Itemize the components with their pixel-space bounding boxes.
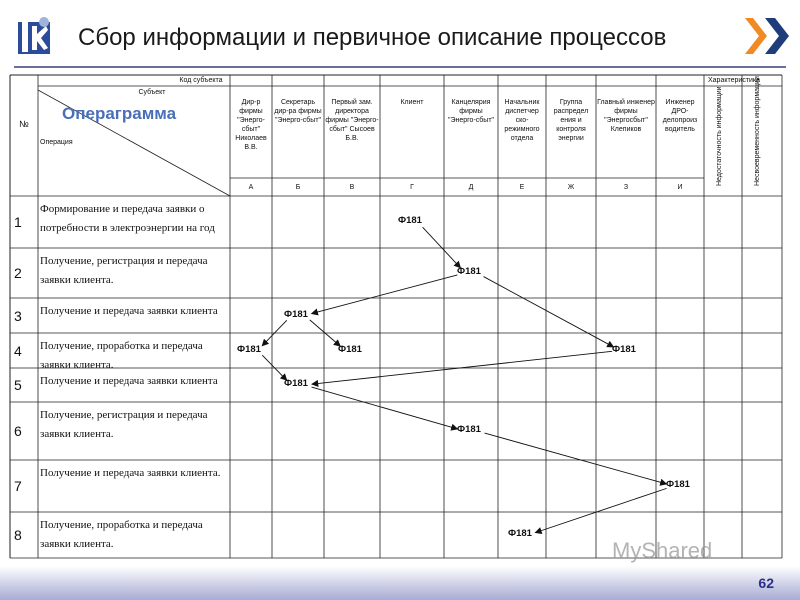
doc-mark-f181: Ф181 xyxy=(398,215,422,226)
column-header-Д: Канцелярия фирмы "Энерго-сбыт" xyxy=(447,99,495,124)
operation-text: Формирование и передача заявки о потребности в электроэнергии на год xyxy=(40,203,215,234)
row-number: 5 xyxy=(14,377,22,393)
column-header-В: Первый зам. директора фирмы "Энерго-сбыт" Сысоев Б.В. xyxy=(325,99,379,142)
column-letter-Г: Г xyxy=(410,184,414,191)
row-number: 6 xyxy=(14,423,22,439)
operation-label: Операция xyxy=(40,139,73,146)
column-header-З: Главный инженер фирмы "Энергосбыт" Клепиков xyxy=(597,99,655,133)
doc-mark-f181: Ф181 xyxy=(508,528,532,539)
flow-arrow xyxy=(312,275,458,314)
operation-text: Получение, проработка и передача заявки клиента. xyxy=(40,340,203,371)
column-header-Ж: Группа распредел ения и контроля энергии xyxy=(553,99,589,142)
column-letter-З: З xyxy=(623,184,629,191)
row-number: 2 xyxy=(14,265,22,281)
doc-mark-f181: Ф181 xyxy=(237,343,261,355)
doc-mark-f181: Ф181 xyxy=(457,424,481,435)
flow-arrow xyxy=(535,488,666,532)
doc-mark-f181: Ф181 xyxy=(612,343,636,355)
flow-arrow xyxy=(312,387,458,429)
operation-text: Получение, регистрация и передача заявки клиента. xyxy=(40,409,208,440)
column-header-Б: Секретарь дир-ра фирмы "Энерго-сбыт" xyxy=(274,99,322,124)
row-number: 3 xyxy=(14,307,22,324)
num-header: № xyxy=(19,119,29,129)
char-column-header: Недостаточность информации xyxy=(716,86,723,186)
column-header-Г: Клиент xyxy=(400,99,424,106)
column-letter-Е: Е xyxy=(519,184,525,191)
watermark: MyShared xyxy=(612,538,713,563)
column-letter-И: И xyxy=(677,184,683,191)
column-letter-Б: Б xyxy=(295,184,301,191)
doc-mark-f181: Ф181 xyxy=(284,308,308,320)
flow-arrow xyxy=(485,433,667,484)
operogram-label: Операграмма xyxy=(62,104,177,123)
row-number: 7 xyxy=(14,478,22,494)
operation-text: Получение и передача заявки клиента. xyxy=(40,467,221,479)
column-letter-В: В xyxy=(349,184,355,191)
page-number: 62 xyxy=(758,575,774,591)
operation-text: Получение, проработка и передача заявки клиента. xyxy=(40,519,203,550)
row-number: 1 xyxy=(14,214,22,230)
column-header-И: Инженер ДРО-делопроиз водитель xyxy=(662,99,698,133)
page-title: Сбор информации и первичное описание процессов xyxy=(78,24,667,51)
subject-code-label: Код субъекта xyxy=(179,77,223,84)
doc-mark-f181: Ф181 xyxy=(284,378,308,389)
operation-text: Получение и передача заявки клиента xyxy=(40,305,218,317)
column-letter-А: А xyxy=(248,184,254,191)
characteristics-label: Характеристика xyxy=(708,77,761,84)
subject-label: Субъект xyxy=(138,89,166,96)
doc-mark-f181: Ф181 xyxy=(338,343,362,355)
char-column-header: Несвоевременность информации xyxy=(754,76,761,186)
column-header-А: Дир-р фирмы "Энерго-сбыт" Николаев В.В. xyxy=(235,99,267,151)
flow-arrow xyxy=(423,227,461,268)
flow-arrow xyxy=(484,277,614,347)
column-header-Е: Начальник диспетчер ско-режимного отдела xyxy=(504,99,540,142)
doc-mark-f181: Ф181 xyxy=(666,479,690,490)
footer-bar xyxy=(0,566,800,600)
doc-mark-f181: Ф181 xyxy=(457,266,481,277)
row-number: 4 xyxy=(14,342,22,359)
operation-text: Получение, регистрация и передача заявки клиента. xyxy=(40,255,208,286)
column-letter-Д: Д xyxy=(468,184,474,191)
operation-text: Получение и передача заявки клиента xyxy=(40,375,218,387)
column-letter-Ж: Ж xyxy=(567,184,575,191)
row-number: 8 xyxy=(14,527,22,543)
